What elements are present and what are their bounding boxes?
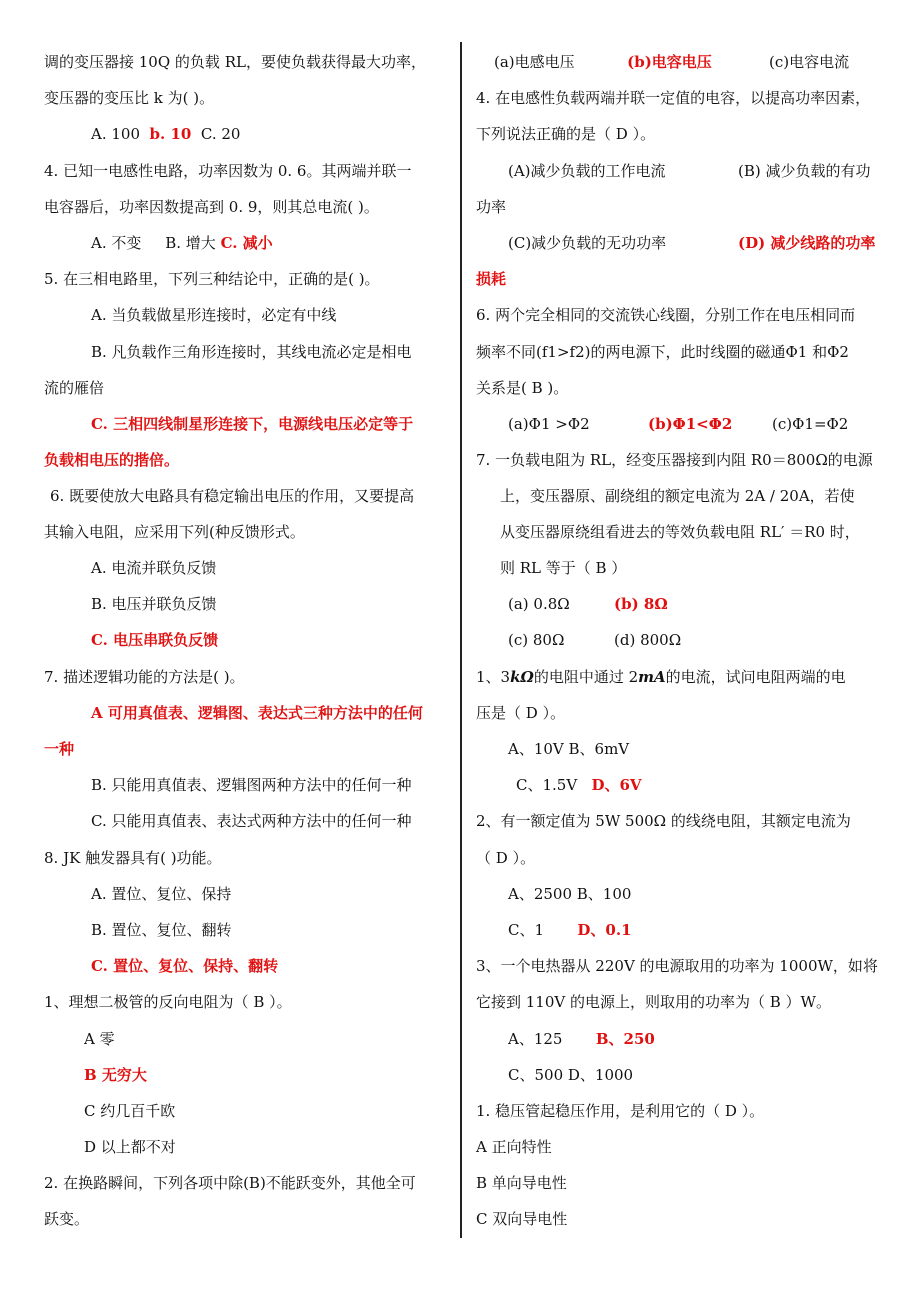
option-b-cont: 功率	[476, 198, 507, 216]
option-a: (a) 0.8Ω	[508, 595, 570, 613]
option-row	[91, 232, 273, 254]
option-b: B. 只能用真值表、逻辑图两种方法中的任何一种	[91, 776, 412, 794]
option-a: (a)Φ1 >Φ2	[508, 415, 590, 433]
question-text: 7. 描述逻辑功能的方法是( )。	[44, 668, 245, 686]
option-b: B 单向导电性	[476, 1174, 567, 1192]
option-d-answer: (D) 减少线路的功率	[738, 234, 876, 252]
option-b-answer: (b)Φ1<Φ2	[648, 415, 733, 433]
question-text: 下列说法正确的是（ D ）。	[476, 125, 656, 143]
option-cd: C、500 D、1000	[508, 1066, 634, 1084]
option-b: B. 凡负载作三角形连接时，其线电流必定是相电	[91, 343, 412, 361]
option-a: (A)减少负载的工作电流	[508, 162, 666, 180]
option-row	[516, 774, 642, 796]
column-divider	[460, 42, 462, 1238]
question-text: 5. 在三相电路里，下列三种结论中，正确的是( )。	[44, 270, 380, 288]
option-d-answer-cont: 损耗	[476, 270, 507, 288]
option-b-answer: B、250	[595, 1030, 655, 1048]
question-text: 1. 稳压管起稳压作用，是利用它的（ D ）。	[476, 1102, 765, 1120]
option-c: C. 只能用真值表、表达式两种方法中的任何一种	[91, 812, 412, 830]
question-text: 调的变压器接 10Q 的负载 RL，要使负载获得最大功率，	[44, 53, 426, 71]
option-c-answer-cont: 负载相电压的揩倍。	[44, 451, 180, 469]
option-b: B. 置位、复位、翻转	[91, 921, 232, 939]
option-c: C 约几百千欧	[84, 1102, 176, 1120]
option-c: C 双向导电性	[476, 1210, 568, 1228]
option-b-answer: (b)电容电压	[627, 53, 712, 71]
question-text: 1、理想二极管的反向电阻为（ B ）。	[44, 993, 292, 1011]
option-row	[91, 123, 240, 145]
option-a: A. 当负载做星形连接时，必定有中线	[91, 306, 337, 324]
option-b-answer: (b) 8Ω	[614, 595, 668, 613]
option-a: A 正向特性	[476, 1138, 552, 1156]
option-c: (C)减少负载的无功功率	[508, 234, 667, 252]
option-b-cont: 流的雁倍	[44, 379, 105, 397]
question-text: 6. 既要使放大电路具有稳定输出电压的作用，又要提高	[50, 487, 415, 505]
unit-ma: mA	[638, 668, 666, 686]
option-a: (a)电感电压	[494, 53, 575, 71]
option-c: C、1.5V	[516, 776, 578, 794]
question-text: 它接到 110V 的电源上，则取用的功率为（ B ）W。	[476, 993, 831, 1011]
question-text: （ D ）。	[476, 849, 536, 867]
option-a-answer: A 可用真值表、逻辑图、表达式三种方法中的任何	[91, 704, 423, 722]
question-text: 7. 一负载电阻为 RL，经变压器接到内阻 R0＝800Ω的电源	[476, 451, 873, 469]
option-row	[508, 1028, 655, 1050]
unit-kohm: kΩ	[510, 668, 534, 686]
question-text: 3、一个电热器从 220V 的电源取用的功率为 1000W，如将	[476, 957, 878, 975]
option-c-answer: C. 三相四线制星形连接下，电源线电压必定等于	[91, 415, 414, 433]
question-text: 2、有一额定值为 5W 500Ω 的线绕电阻，其额定电流为	[476, 812, 851, 830]
question-text: 压是（ D ）。	[476, 704, 566, 722]
question-text: 6. 两个完全相同的交流铁心线圈，分别工作在电压相同而	[476, 306, 856, 324]
option-a: A. 置位、复位、保持	[91, 885, 232, 903]
option-c: (c) 80Ω	[508, 631, 565, 649]
question-text: 变压器的变压比 k 为( )。	[44, 89, 215, 107]
option-row	[494, 51, 849, 73]
option-b-answer: b. 10	[149, 125, 192, 143]
option-a: A. 100	[91, 125, 140, 143]
option-row	[508, 919, 632, 941]
option-c: C. 20	[200, 125, 241, 143]
option-c: (c)电容电流	[769, 53, 850, 71]
question-text: 4. 在电感性负载两端并联一定值的电容，以提高功率因素，	[476, 89, 871, 107]
option-b: B. 电压并联负反馈	[91, 595, 217, 613]
option-ab: A、10V B、6mV	[508, 740, 630, 758]
option-c-answer: C. 置位、复位、保持、翻转	[91, 957, 279, 975]
option-c-answer: C. 减小	[220, 234, 273, 252]
option-b-answer: B 无穷大	[84, 1066, 147, 1084]
question-text: 2. 在换路瞬间，下列各项中除(B)不能跃变外，其他全可	[44, 1174, 416, 1192]
question-text: 其输入电阻，应采用下列(种反馈形式。	[44, 523, 305, 541]
option-b: (B) 减少负载的有功	[738, 162, 871, 180]
option-c-answer: C. 电压串联负反馈	[91, 631, 219, 649]
option-c: C、1	[508, 921, 545, 939]
question-text: 8. JK 触发器具有( )功能。	[44, 849, 222, 867]
option-ab: A、2500 B、100	[508, 885, 632, 903]
option-b: B. 增大	[165, 234, 216, 252]
question-text: 跃变。	[44, 1210, 90, 1228]
option-d: (d) 800Ω	[614, 631, 682, 649]
option-a: A、125	[508, 1030, 563, 1048]
question-text: 电容器后，功率因数提高到 0. 9，则其总电流( )。	[44, 198, 379, 216]
option-a: A. 不变	[91, 234, 142, 252]
question-text: 则 RL 等于（ B ）	[500, 559, 627, 577]
question-text: 上，变压器原、副绕组的额定电流为 2A / 20A，若使	[500, 487, 855, 505]
option-a: A. 电流并联负反馈	[91, 559, 217, 577]
question-text: 关系是( B )。	[476, 379, 569, 397]
option-c: (c)Φ1=Φ2	[772, 415, 849, 433]
question-text: 4. 已知一电感性电路，功率因数为 0. 6。其两端并联一	[44, 162, 412, 180]
option-d: D 以上都不对	[84, 1138, 176, 1156]
question-text: 频率不同(f1>f2)的两电源下，此时线圈的磁通Φ1 和Φ2	[476, 343, 849, 361]
question-text: 从变压器原绕组看进去的等效负载电阻 RL′ ＝R0 时，	[500, 523, 860, 541]
option-d-answer: D、0.1	[577, 921, 632, 939]
option-a-answer-cont: 一种	[44, 740, 75, 758]
option-a: A 零	[84, 1030, 115, 1048]
question-text: 1、3kΩ的电阻中通过 2mA的电流，试问电阻两端的电	[476, 668, 846, 686]
option-d-answer: D、6V	[591, 776, 642, 794]
